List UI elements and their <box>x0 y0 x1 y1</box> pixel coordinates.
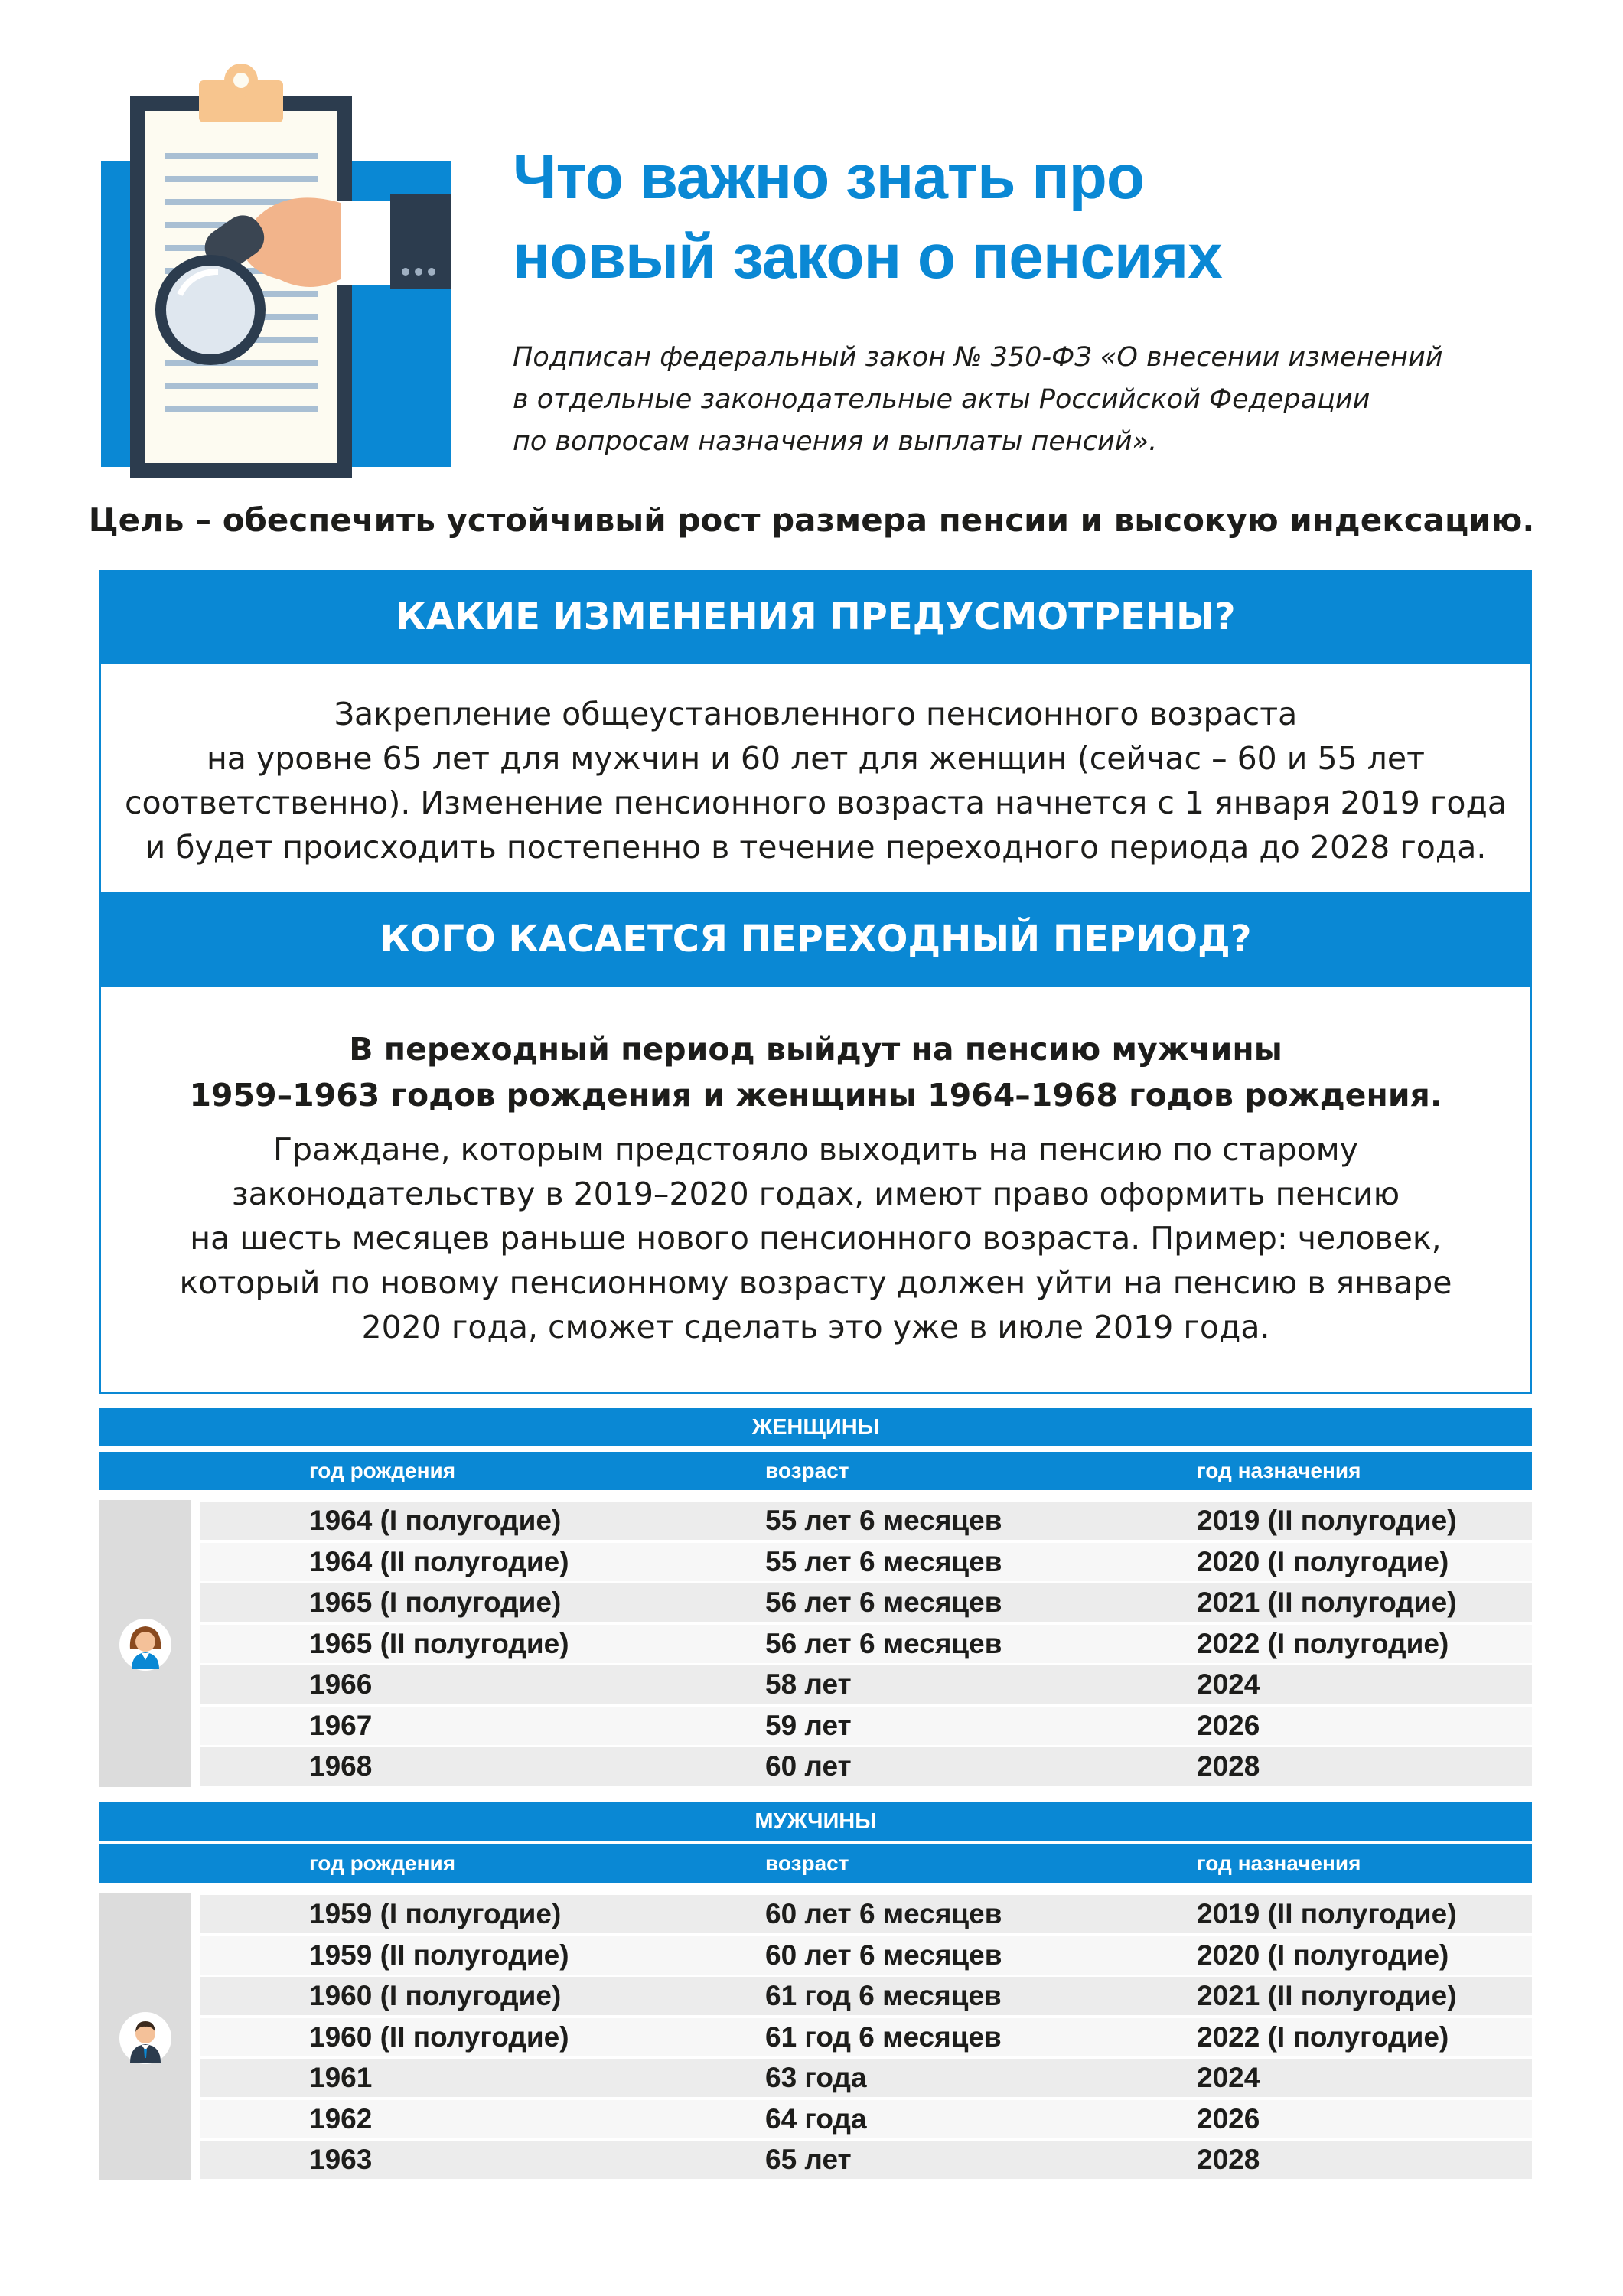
assignment-year-cell: 2021 (II полугодие) <box>1197 1980 1457 2011</box>
birth-year-cell: 1961 <box>309 2062 373 2093</box>
age-cell: 56 лет 6 месяцев <box>765 1587 1002 1618</box>
clipboard-magnifier-illustration <box>96 50 463 478</box>
assignment-year-cell: 2021 (II полугодие) <box>1197 1587 1457 1618</box>
table-row <box>200 2059 1532 2097</box>
changes-line: и будет происходить постепенно в течение переходного периода до 2028 года. <box>145 829 1487 866</box>
birth-year-cell: 1965 (II полугодие) <box>309 1627 569 1659</box>
transition-text <box>101 1127 1530 1349</box>
assignment-year-cell: 2020 (I полугодие) <box>1197 1939 1449 1971</box>
men-table-header <box>99 1844 1532 1883</box>
changes-line: соответственно). Изменение пенсионного возраста начнется с 1 января 2019 года <box>124 784 1507 821</box>
assignment-year-cell: 2022 (I полугодие) <box>1197 2020 1449 2053</box>
birth-year-cell: 1962 <box>309 2102 373 2135</box>
age-cell: 59 лет <box>765 1709 852 1741</box>
table-row <box>200 2018 1532 2056</box>
birth-year-cell: 1968 <box>309 1750 373 1782</box>
transition-bold-line: 1959–1963 годов рождения и женщины 1964–1968 годов рождения. <box>189 1077 1442 1114</box>
table-row <box>200 1895 1532 1933</box>
birth-year-cell: 1964 (I полугодие) <box>309 1505 562 1536</box>
col-birth-year: год рождения <box>309 1459 456 1482</box>
transition-line: Граждане, которым предстояло выходить на пенсию по старому <box>272 1131 1358 1168</box>
women-table-title-text: ЖЕНЩИНЫ <box>751 1415 880 1440</box>
table-row <box>200 1502 1532 1540</box>
col-birth-year: год рождения <box>309 1851 456 1875</box>
table-row <box>200 2100 1532 2138</box>
table-row <box>200 1625 1532 1663</box>
assignment-year-cell: 2019 (II полугодие) <box>1197 1898 1457 1929</box>
transition-bold-line: В переходный период выйдут на пенсию мужчины <box>349 1031 1282 1068</box>
birth-year-cell: 1967 <box>309 1709 373 1741</box>
women-icon-cell <box>99 1500 191 1787</box>
assignment-year-cell: 2022 (I полугодие) <box>1197 1627 1449 1659</box>
assignment-year-cell: 2028 <box>1197 1750 1260 1782</box>
subtitle-line-3: по вопросам назначения и выплаты пенсий». <box>513 426 1158 457</box>
age-cell: 55 лет 6 месяцев <box>765 1505 1002 1536</box>
man-avatar-icon <box>118 2011 173 2066</box>
assignment-year-cell: 2026 <box>1197 1709 1260 1741</box>
goal-statement: Цель – обеспечить устойчивый рост размера пенсии и высокую индексацию. <box>88 501 1535 539</box>
age-cell: 61 год 6 месяцев <box>765 1980 1002 2011</box>
col-assignment-year: год назначения <box>1197 1851 1361 1875</box>
age-cell: 64 года <box>765 2102 867 2135</box>
col-age: возраст <box>765 1459 849 1482</box>
birth-year-cell: 1964 (II полугодие) <box>309 1545 569 1577</box>
table-row <box>200 2141 1532 2179</box>
assignment-year-cell: 2024 <box>1197 1668 1260 1700</box>
subtitle <box>513 337 1584 463</box>
age-cell: 60 лет 6 месяцев <box>765 1939 1002 1971</box>
assignment-year-cell: 2026 <box>1197 2102 1260 2135</box>
woman-avatar-icon <box>118 1617 173 1672</box>
age-cell: 58 лет <box>765 1668 852 1700</box>
assignment-year-cell: 2020 (I полугодие) <box>1197 1545 1449 1577</box>
changes-heading-text: КАКИЕ ИЗМЕНЕНИЯ ПРЕДУСМОТРЕНЫ? <box>396 595 1236 638</box>
changes-heading <box>99 570 1532 664</box>
changes-text <box>101 692 1530 869</box>
transition-line: на шесть месяцев раньше нового пенсионного возраста. Пример: человек, <box>190 1220 1442 1257</box>
men-icon-cell <box>99 1893 191 2180</box>
men-table-title-text: МУЖЧИНЫ <box>754 1809 877 1834</box>
table-row <box>200 1707 1532 1745</box>
changes-line: на уровне 65 лет для мужчин и 60 лет для женщин (сейчас – 60 и 55 лет <box>206 740 1425 777</box>
age-cell: 60 лет 6 месяцев <box>765 1898 1002 1929</box>
table-row <box>200 1936 1532 1975</box>
changes-box <box>99 663 1532 894</box>
birth-year-cell: 1965 (I полугодие) <box>309 1587 562 1618</box>
transition-line: который по новому пенсионному возрасту должен уйти на пенсию в январе <box>179 1264 1452 1301</box>
transition-box <box>99 985 1532 1394</box>
table-row <box>200 1543 1532 1581</box>
assignment-year-cell: 2028 <box>1197 2144 1260 2175</box>
transition-heading <box>99 892 1532 986</box>
title-line-2: новый закон о пенсиях <box>513 222 1222 292</box>
age-cell: 61 год 6 месяцев <box>765 2020 1002 2053</box>
changes-line: Закрепление общеустановленного пенсионного возраста <box>334 696 1298 732</box>
birth-year-cell: 1960 (I полугодие) <box>309 1980 562 2011</box>
birth-year-cell: 1959 (I полугодие) <box>309 1898 562 1929</box>
age-cell: 56 лет 6 месяцев <box>765 1627 1002 1659</box>
subtitle-line-2: в отдельные законодательные акты Российской Федерации <box>513 384 1370 415</box>
birth-year-cell: 1963 <box>309 2144 373 2175</box>
transition-bold-text <box>101 1026 1530 1118</box>
page-title <box>513 138 1507 297</box>
age-cell: 65 лет <box>765 2144 852 2175</box>
table-row <box>200 1747 1532 1786</box>
subtitle-line-1: Подписан федеральный закон № 350-ФЗ «О внесении изменений <box>513 342 1443 373</box>
col-assignment-year: год назначения <box>1197 1459 1361 1482</box>
women-table-title <box>99 1408 1532 1446</box>
men-table-title <box>99 1802 1532 1841</box>
transition-line: 2020 года, сможет сделать это уже в июле 2019 года. <box>361 1309 1270 1345</box>
birth-year-cell: 1966 <box>309 1668 373 1700</box>
birth-year-cell: 1960 (II полугодие) <box>309 2020 569 2053</box>
title-line-1: Что важно знать про <box>513 142 1144 212</box>
assignment-year-cell: 2024 <box>1197 2062 1260 2093</box>
table-row <box>200 1977 1532 2015</box>
age-cell: 63 года <box>765 2062 867 2093</box>
age-cell: 60 лет <box>765 1750 852 1782</box>
table-row <box>200 1583 1532 1622</box>
transition-line: законодательству в 2019–2020 годах, имеют право оформить пенсию <box>231 1176 1400 1212</box>
table-row <box>200 1665 1532 1704</box>
women-table-header <box>99 1452 1532 1490</box>
age-cell: 55 лет 6 месяцев <box>765 1545 1002 1577</box>
transition-heading-text: КОГО КАСАЕТСЯ ПЕРЕХОДНЫЙ ПЕРИОД? <box>380 918 1252 960</box>
col-age: возраст <box>765 1851 849 1875</box>
birth-year-cell: 1959 (II полугодие) <box>309 1939 569 1971</box>
assignment-year-cell: 2019 (II полугодие) <box>1197 1505 1457 1536</box>
